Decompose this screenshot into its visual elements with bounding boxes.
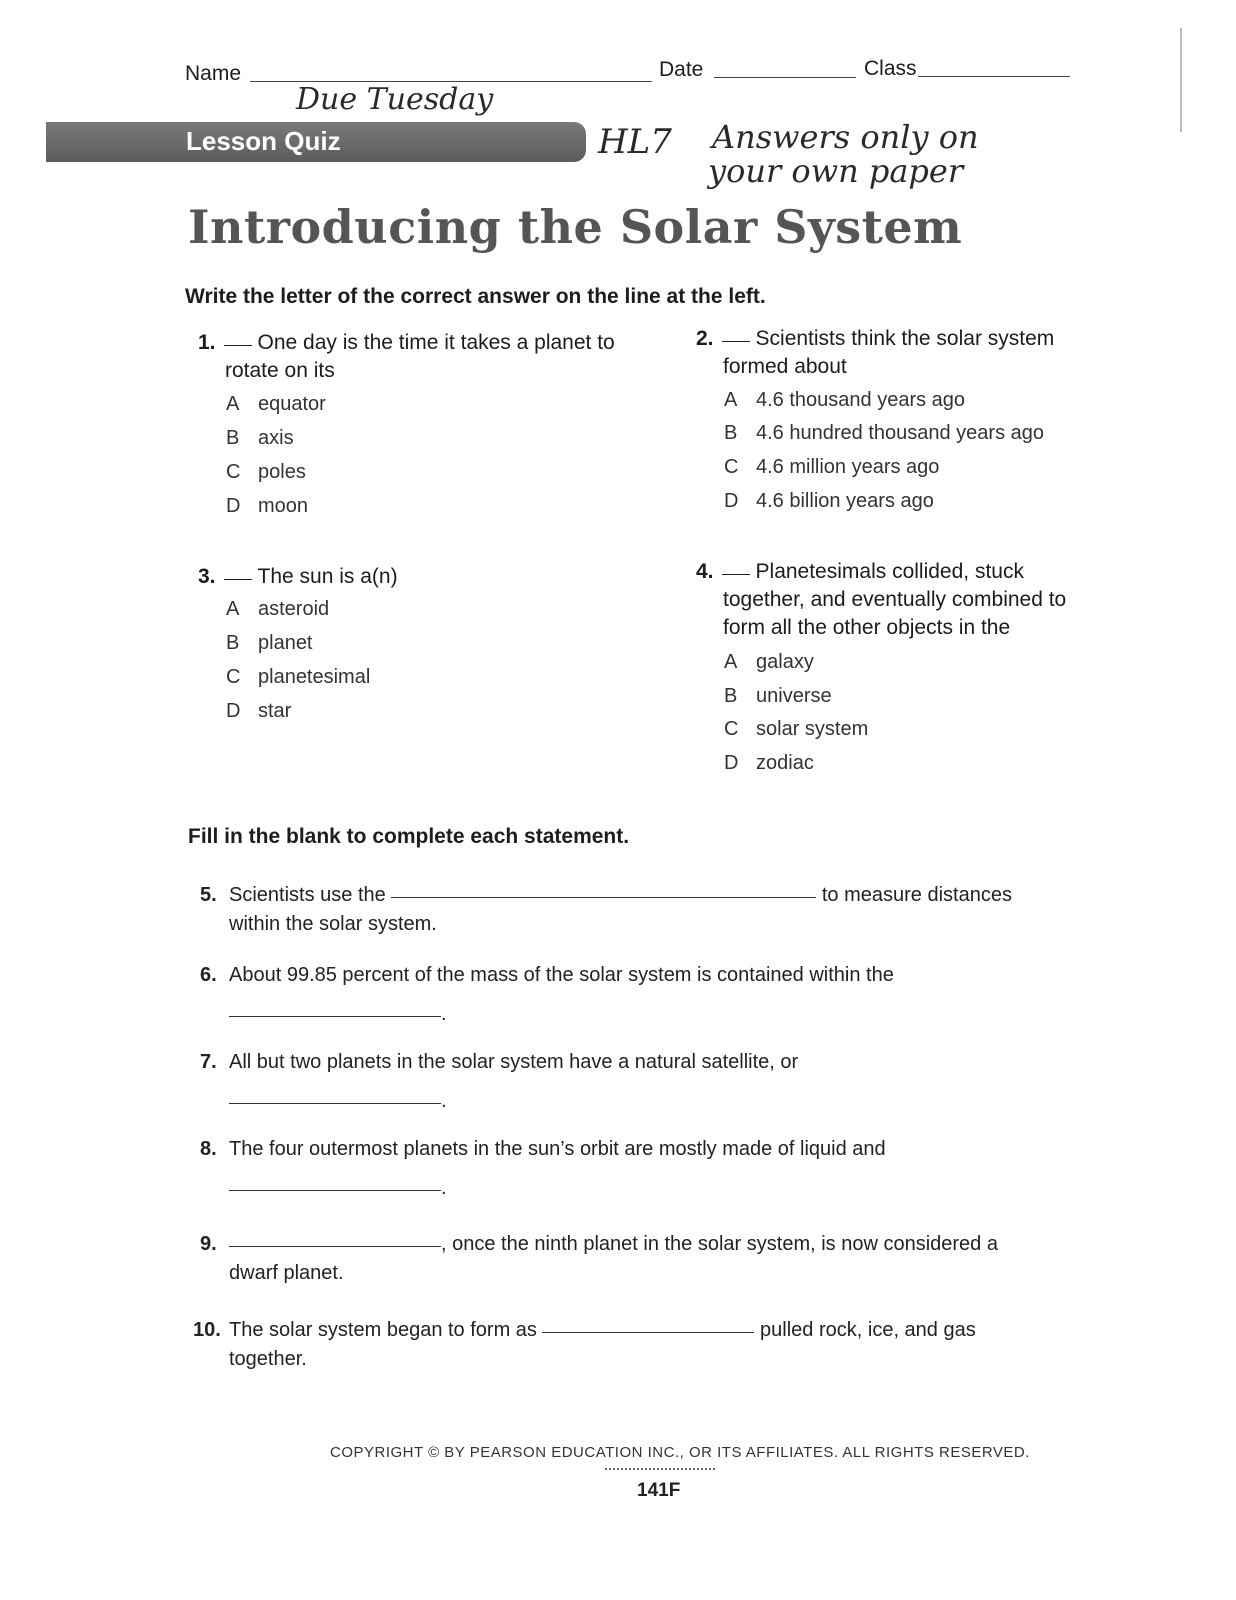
class-label: Class <box>864 57 917 80</box>
option-1b: B axis <box>226 427 294 449</box>
scan-edge-line <box>1180 28 1182 132</box>
fill-item-8-blank-line: . <box>229 1174 447 1203</box>
question-text: The sun is a(n) <box>257 565 398 588</box>
question-text: One day is the time it takes a planet to <box>257 331 615 354</box>
date-field[interactable] <box>714 77 856 78</box>
fill-blank[interactable] <box>229 1103 441 1104</box>
option-3c: C planetesimal <box>226 666 371 688</box>
question-text-cont: form all the other objects in the <box>723 616 1011 639</box>
fill-item-7: 7. All but two planets in the solar system have a natural satellite, or <box>200 1051 799 1073</box>
fill-item-7-blank-line: . <box>229 1087 447 1116</box>
copyright-notice: COPYRIGHT © BY PEARSON EDUCATION INC., OR ITS AFFILIATES. ALL RIGHTS RESERVED. <box>330 1444 1030 1461</box>
answer-blank[interactable] <box>224 345 252 346</box>
option-4b: B universe <box>724 685 832 707</box>
fill-item-8: 8. The four outermost planets in the sun’s orbit are mostly made of liquid and <box>200 1138 886 1160</box>
page-title: Introducing the Solar System <box>188 200 963 254</box>
fill-item-6: 6. About 99.85 percent of the mass of the solar system is contained within the <box>200 964 894 986</box>
section1-instruction: Write the letter of the correct answer on the line at the left. <box>185 285 766 308</box>
option-2a: A 4.6 thousand years ago <box>724 389 966 411</box>
answer-blank[interactable] <box>722 574 750 575</box>
option-2b: B 4.6 hundred thousand years ago <box>724 422 1044 444</box>
option-3d: D star <box>226 700 292 722</box>
fill-blank[interactable] <box>229 1246 441 1247</box>
fill-blank[interactable] <box>229 1016 441 1017</box>
question-text: Planetesimals collided, stuck <box>755 560 1024 583</box>
question-text-cont: rotate on its <box>225 359 335 382</box>
date-label: Date <box>659 58 704 81</box>
question-1 <box>198 329 638 385</box>
section2-instruction: Fill in the blank to complete each statement. <box>188 825 630 848</box>
fill-blank[interactable] <box>229 1190 441 1191</box>
question-text: Scientists think the solar system <box>755 327 1055 350</box>
handwritten-note-line1: Answers only on <box>712 118 979 156</box>
option-1c: C poles <box>226 461 306 483</box>
page-number: 141F <box>637 1480 681 1501</box>
answer-blank[interactable] <box>224 579 252 580</box>
question-number: 3. <box>198 565 216 588</box>
option-3b: B planet <box>226 632 313 654</box>
fill-item-10: 10. The solar system began to form as pulled rock, ice, and gas together. <box>193 1319 976 1370</box>
banner-label: Lesson Quiz <box>186 126 341 156</box>
option-4a: A galaxy <box>724 651 814 673</box>
question-number: 4. <box>696 560 714 583</box>
option-4c: C solar system <box>724 718 869 740</box>
lesson-quiz-banner <box>46 122 586 162</box>
question-4 <box>696 558 1116 642</box>
handwritten-code: HL7 <box>598 122 672 162</box>
question-3 <box>198 563 638 591</box>
fill-item-9: 9. , once the ninth planet in the solar system, is now considered a dwarf planet. <box>200 1233 998 1284</box>
fill-blank[interactable] <box>542 1332 754 1333</box>
answer-blank[interactable] <box>722 341 750 342</box>
footer-divider <box>605 1468 715 1470</box>
fill-item-6-blank-line: . <box>229 1000 447 1029</box>
handwritten-note-line2: your own paper <box>708 152 964 190</box>
question-number: 1. <box>198 331 216 354</box>
name-label: Name <box>185 62 242 85</box>
option-4d: D zodiac <box>724 752 814 774</box>
question-2 <box>696 325 1136 381</box>
class-field[interactable] <box>918 76 1070 77</box>
option-2d: D 4.6 billion years ago <box>724 490 934 512</box>
option-3a: A asteroid <box>226 598 330 620</box>
option-2c: C 4.6 million years ago <box>724 456 940 478</box>
option-1d: D moon <box>226 495 309 517</box>
fill-item-5: 5. Scientists use the to measure distances within the solar system. <box>200 884 1012 935</box>
option-1a: A equator <box>226 393 326 415</box>
question-number: 2. <box>696 327 714 350</box>
handwritten-due-note: Due Tuesday <box>296 82 494 117</box>
question-text-cont: together, and eventually combined to <box>723 588 1067 611</box>
question-text-cont: formed about <box>723 355 847 378</box>
fill-blank[interactable] <box>391 897 816 898</box>
